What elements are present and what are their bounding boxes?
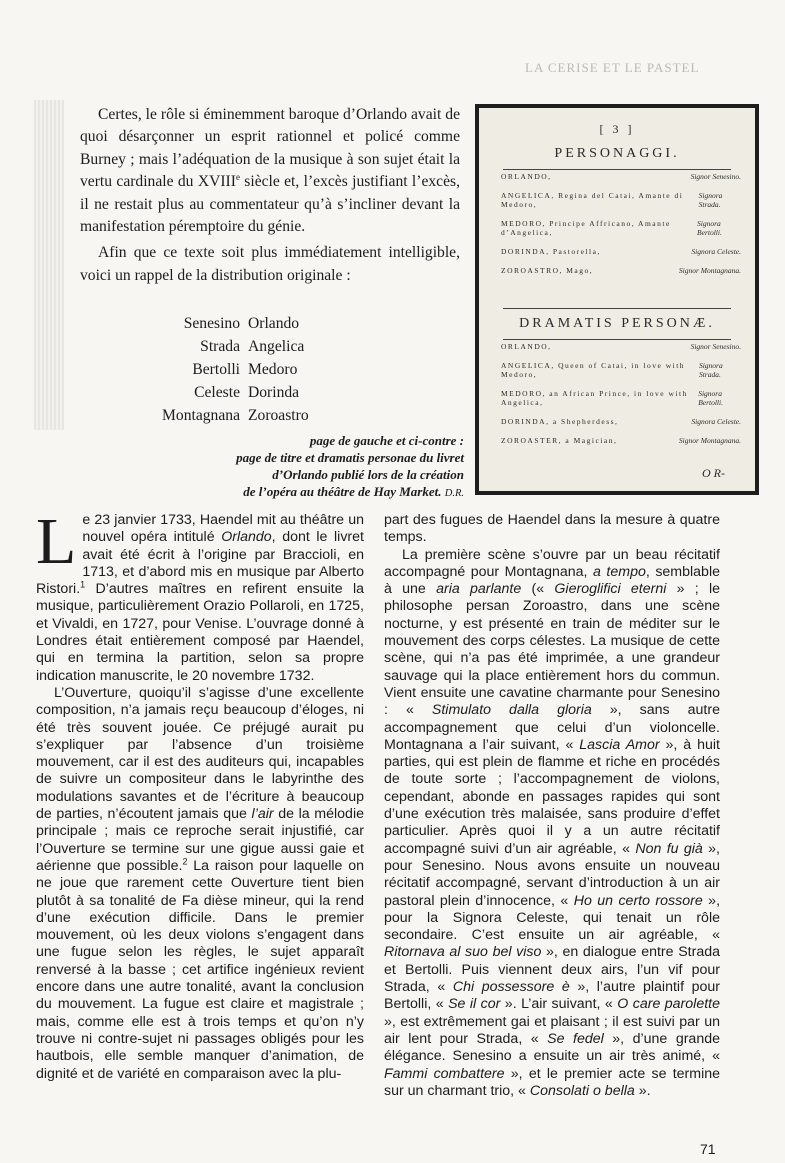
libretto-rule: [503, 308, 731, 309]
paragraph: L’Ouverture, quoiqu’il s’agisse d’une excellente composition, n’a jamais reçu beaucoup d’éloges, ni été très souvent jouée. Ce préjugé aurait pu s’expliquer par l’absence d’un troisième mouvement, car il est des auditeurs qui, incapables de suivre un compositeur dans le labyrinthe des modulations savantes et de l’écriture à beaucoup de parties, n’écoutent jamais que l’air de la mélodie principale ; mais ce reproche serait injustifié, car l’Ouverture se termine sur une gigue aussi gaie et aérienne que possible.$^2$ La raison pour laquelle on ne joue que rarement cette Ouverture tient bien plutôt à sa tonalité de Fa dièse mineur, qui la rend d’une exécution difficile. Dans le premier mouvement, où les deux violons s’engagent dans une fugue selon les règles, le sujet apparaît renversé à la basse ; cet artifice ingénieux revient encore dans une autre tonalité, avant la conclusion du mouvement. La fugue est claire et magistrale ; mais, comme elle est à trois temps et qu’on n’y trouve ni contre-sujet ni passages obligés pour les hautbois, elle semble manquer d’animation, de dignité et de variété en comparaison avec la plu-: [36, 684, 364, 1082]
cast-role: Zoroastro: [248, 407, 309, 424]
cast-row: [120, 404, 420, 427]
cast-list: [120, 312, 420, 427]
libretto-line: ANGELICA, Regina del Catai, Amante di Medoro, Signora Strada.: [501, 191, 723, 209]
cast-role: Dorinda: [248, 384, 300, 401]
footnote-ref: 1: [80, 579, 86, 590]
libretto-line: ANGELICA, Queen of Catai, in love with Medoro, Signora Strada.: [501, 361, 723, 379]
paragraph: part des fugues de Haendel dans la mesure à quatre temps.: [384, 512, 720, 546]
cast-row: [120, 335, 420, 358]
left-text-column: [36, 505, 364, 1083]
libretto-sheet: [479, 108, 755, 491]
libretto-line: DORINDA, a Shepherdess, Signora Celeste.: [501, 417, 741, 426]
libretto-line: ZOROASTRO, Mago, Signor Montagnana.: [501, 266, 741, 275]
cast-role: Angelica: [248, 338, 305, 355]
cast-row: [120, 312, 420, 335]
cast-singer: Celeste: [194, 384, 240, 401]
libretto-catchword: O R-: [702, 466, 725, 480]
libretto-line: ORLANDO, Signor Senesino.: [501, 342, 741, 351]
intro-paragraph-1: Certes, le rôle si éminemment baroque d’Orlando avait de quoi désarçonner un esprit rationnel et policé comme Burney ; mais l’adéquation de la musique à son sujet était la vertu cardinale du XVIIIe siècle et, l’excès justifiant l’excès, il ne restait plus au commentateur qu’à s’incliner devant la manifestation péremptoire du génie.: [80, 106, 460, 236]
libretto-line: MEDORO, Principe Affricano, Amante d’Angelica, Signora Bertolli.: [501, 219, 722, 237]
cast-role: Orlando: [248, 315, 300, 332]
footnote-ref: 2: [182, 856, 188, 867]
libretto-rule: [503, 339, 731, 340]
libretto-english-list: [501, 342, 741, 455]
libretto-page-image: [475, 104, 759, 495]
libretto-heading-english: DRAMATIS PERSONÆ.: [519, 316, 715, 331]
intro-paragraph-2: Afin que ce texte soit plus immédiatement intelligible, voici un rappel de la distribution originale :: [80, 244, 460, 284]
libretto-rule: [503, 169, 731, 170]
image-caption: page de gauche et ci-contre : page de titre et dramatis personae du livret d’Orlando publié lors de la création de l’opéra au théâtre de Hay Market. D.R.: [236, 433, 464, 499]
photo-credit: D.R.: [444, 488, 464, 499]
drop-cap: L: [36, 505, 77, 578]
cast-singer: Senesino: [183, 315, 240, 332]
cast-row: [120, 358, 420, 381]
libretto-line: MEDORO, an African Prince, in love with Angelica, Signora Bertolli.: [501, 389, 723, 407]
intro-text: [80, 104, 460, 287]
cast-singer: Montagnana: [162, 407, 240, 424]
libretto-line: ORLANDO, Signor Senesino.: [501, 172, 741, 181]
cast-role: Medoro: [248, 361, 298, 378]
paragraph: La première scène s’ouvre par un beau récitatif accompagné pour Montagnana, a tempo, semblable à une aria parlante (« Gieroglifici eterni » ; le philosophe persan Zoroastro, dans une scène nocturne, y est présenté en train de méditer sur le mouvement des corps célestes. La musique de cette scène, qui n’a pas été imprimée, a une grandeur sauvage qui la place entièrement hors du commun. Vient ensuite une cavatine charmante pour Senesino : « Stimulato dalla gloria », sans autre accompagnement que celui d’un violoncelle. Montagnana a l’air suivant, « Lascia Amor », à huit parties, qui est plein de flamme et riche en procédés de toute sorte ; l’accompagnement de violons, cependant, abonde en passages rapides qui sont d’une exécution très malaisée, sans produire d’effet particulier. Après quoi il y a un autre récitatif accompagné suivi d’un air agréable, « Non fu già », pour Senesino. Nous avons ensuite un nouveau récitatif accompagné, servant d’introduction à un air pastoral plein d’innocence, « Ho un certo rossore », pour la Signora Celeste, qui tenait un rôle secondaire. C’est ensuite un air agréable, « Ritornava al suo bel viso », en dialogue entre Strada et Bertolli. Puis viennent deux airs, l’un vif pour Strada, « Chi possessore è », l’autre plaintif pour Bertolli, « Se il cor ». L’air suivant, « O care parolette », est extrêmement gai et plaisant ; il est suivi par un air lent pour Strada, « Se fedel », d’une grande élégance. Senesino a ensuite un air très animé, « Fammi combattere », et le premier acte se termine sur un charmant trio, « Consolati o bella ».: [384, 546, 721, 1099]
margin-shading: [34, 100, 64, 430]
libretto-heading-italian: PERSONAGGI.: [554, 146, 680, 161]
page-number: 71: [700, 1141, 716, 1157]
right-text-column: [384, 512, 720, 1100]
cast-row: [120, 381, 420, 404]
libretto-italian-list: [501, 172, 741, 285]
libretto-page-number: [ 3 ]: [599, 122, 635, 136]
cast-singer: Bertolli: [192, 361, 240, 378]
libretto-line: DORINDA, Pastorella, Signora Celeste.: [501, 247, 741, 256]
cast-singer: Strada: [200, 338, 240, 355]
paragraph: Le 23 janvier 1733, Haendel mit au théâtre un nouvel opéra intitulé Orlando, dont le livret avait été écrit à l’origine par Braccioli, en 1713, et d’abord mis en musique par Alberto Ristori.$^1$ D’autres maîtres en refirent ensuite la musique, particulièrement Orazio Pollaroli, en 1725, et Vivaldi, en 1727, pour Venise. L’ouvrage donné à Londres était entièrement composé par Haendel, qui en termina la partition, selon sa propre indication manuscrite, le 20 novembre 1732.: [36, 505, 364, 684]
running-head: LA CERISE ET LE PASTEL: [525, 60, 700, 75]
libretto-line: ZOROASTER, a Magician, Signor Montagnana.: [501, 436, 741, 445]
